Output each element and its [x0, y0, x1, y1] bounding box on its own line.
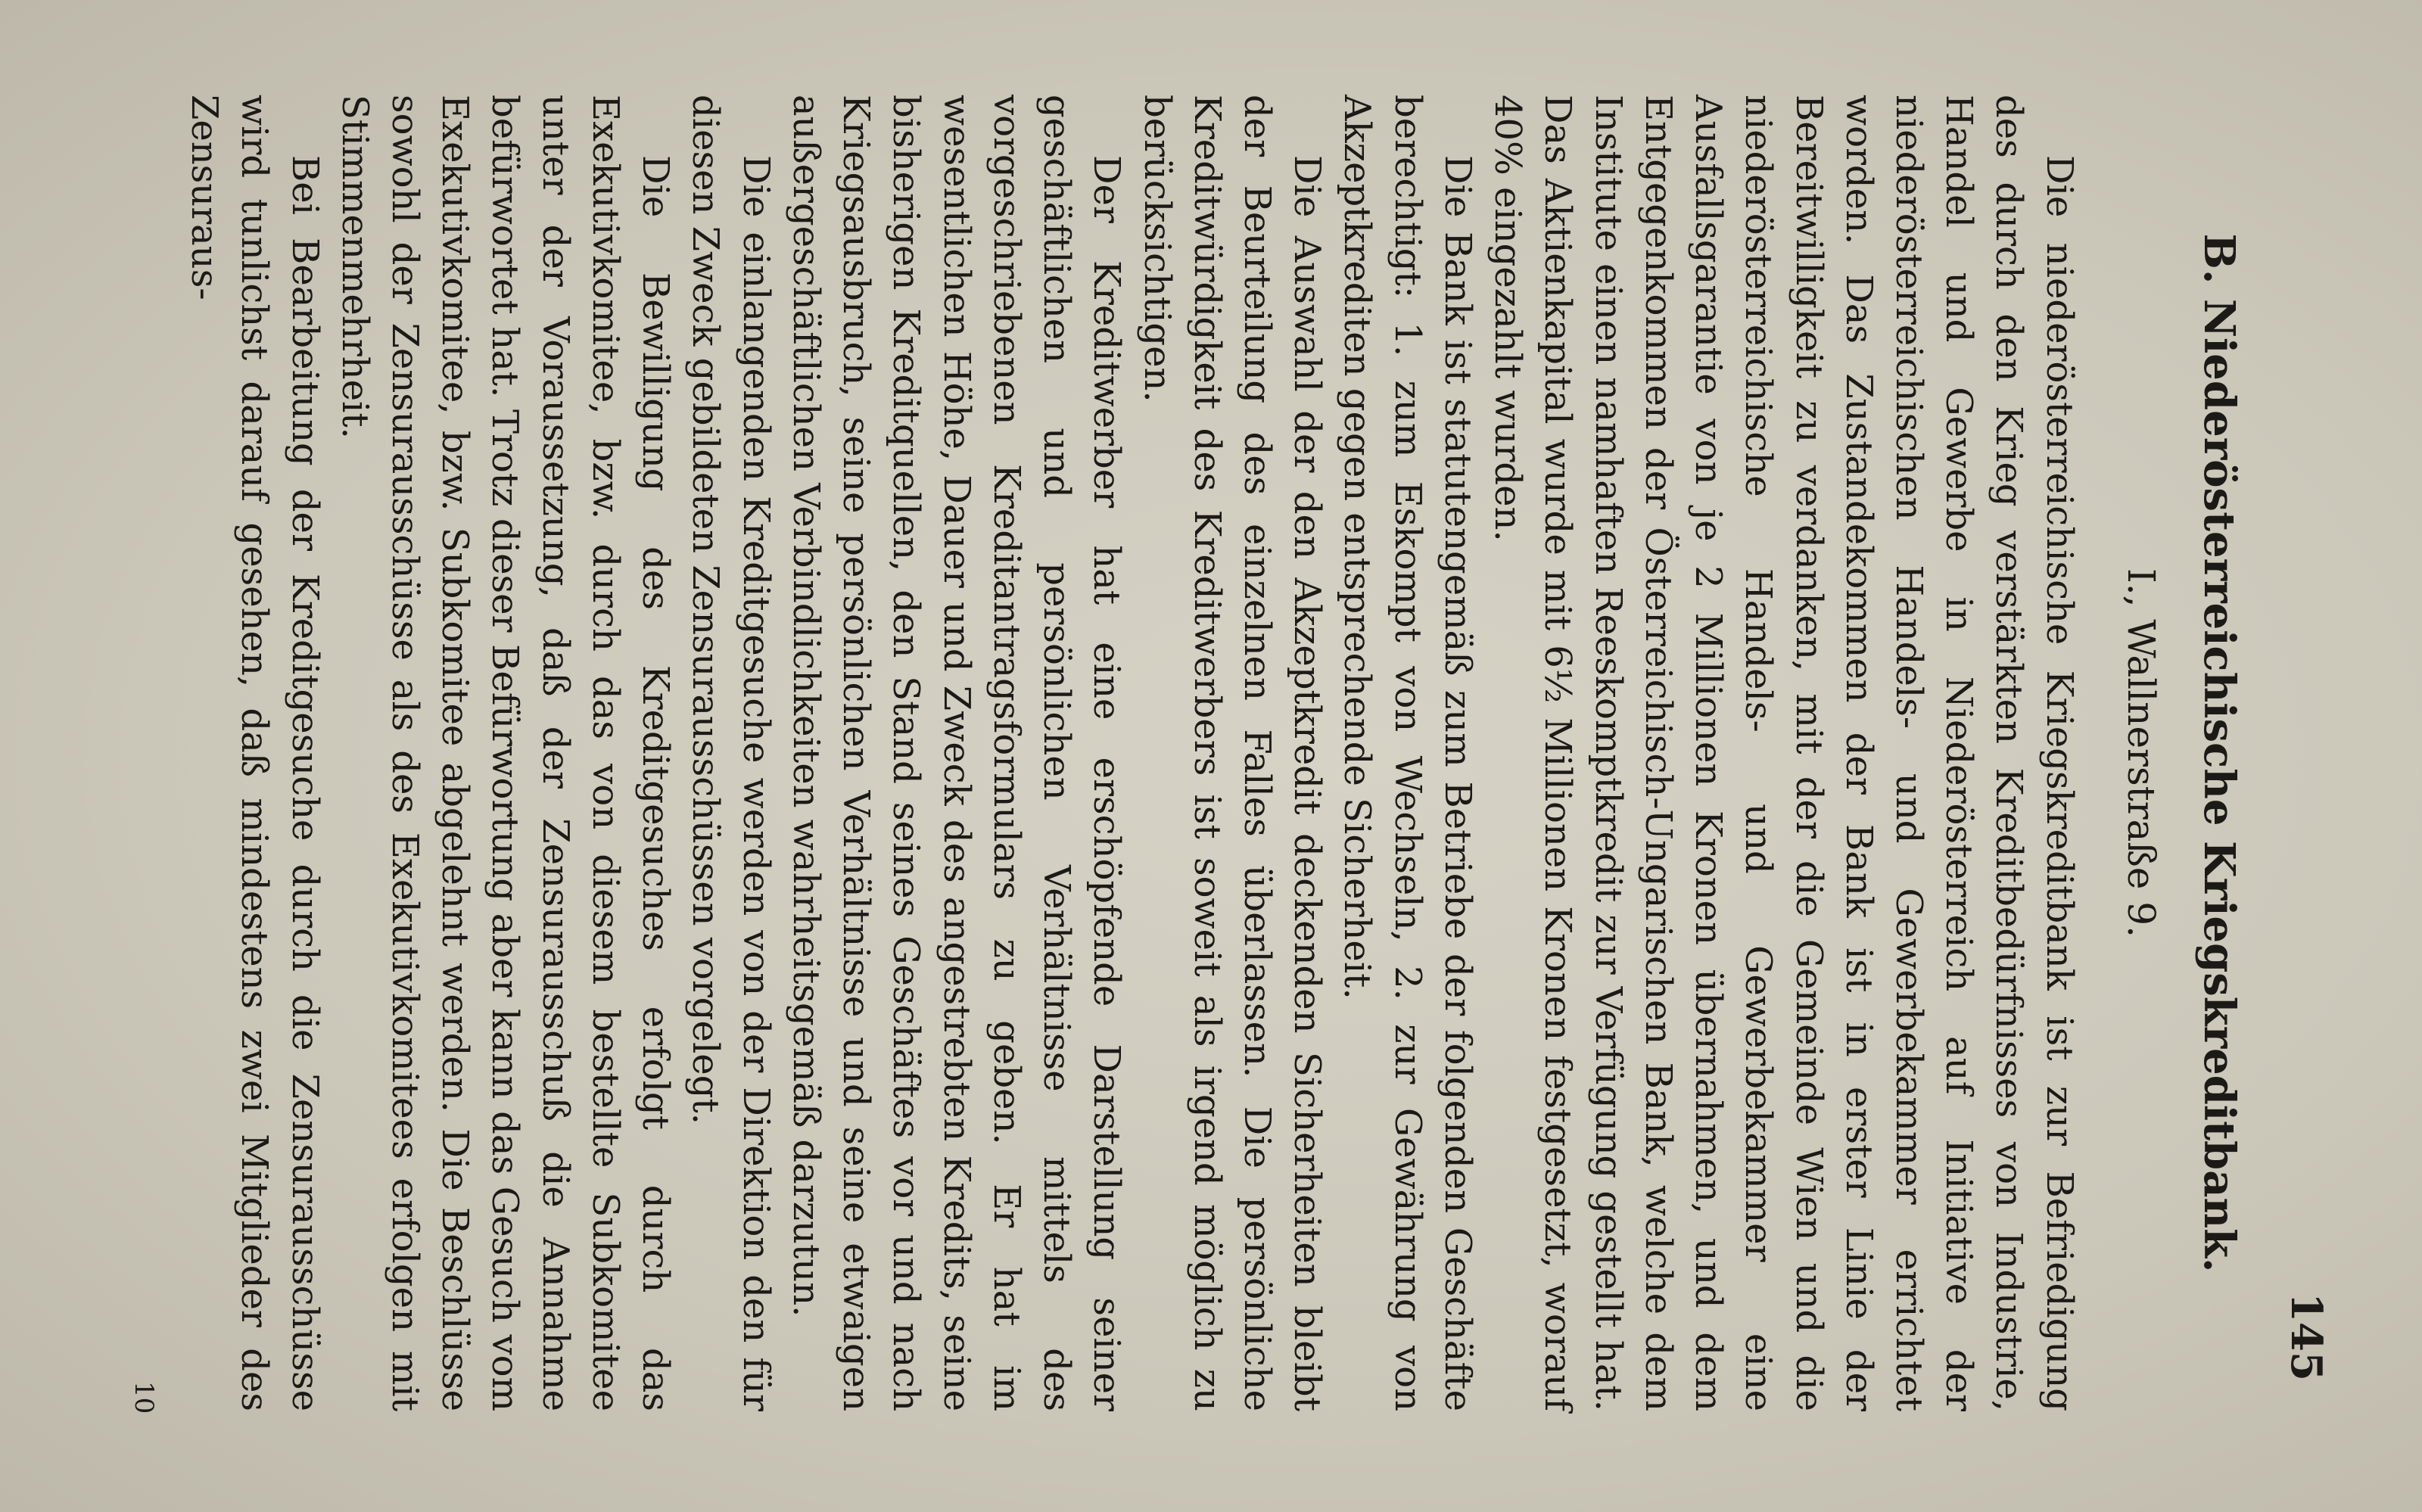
page-number: 145: [2281, 1293, 2331, 1381]
page-content: [179, 95, 2248, 1411]
paragraph: Bei Bearbeitung der Kreditgesuche durch die Zensurausschüsse wird tunlichst darauf gesehen, daß mindestens zwei Mitglieder des Zensuraus-: [183, 95, 326, 1411]
paragraph: Die niederösterreichische Kriegskreditbank ist zur Befriedigung des durch den Krieg verstärkten Kreditbedürfnisses von Industrie, Handel und Gewerbe in Niederösterreich auf Initiative der niederösterreichischen Handels- und Gewerbekammer errichtet worden. Das Zustandekommen der Bank ist in erster Linie der Bereitwilligkeit zu verdanken, mit der die Gemeinde Wien und die niederösterreichische Handels- und Gewerbekammer eine Ausfallsgarantie von je 2 Millionen Kronen übernahmen, und dem Entgegenkommen der Österreichisch-Ungarischen Bank, welche dem Institute einen namhaften Reeskomptkredit zur Verfügung gestellt hat. Das Aktienkapital wurde mit 6½ Millionen Kronen festgesetzt, worauf 40% eingezahlt wurden.: [1487, 95, 2081, 1411]
paragraph: Die Bewilligung des Kreditgesuches erfolgt durch das Exekutivkomitee, bzw. durch das von diesem bestellte Subkomitee unter der Voraussetzung, daß der Zensurausschuß die Annahme befürwortet hat. Trotz dieser Befürwortung aber kann das Gesuch vom Exekutivkomitee, bzw. Subkomitee abgelehnt werden. Die Beschlüsse sowohl der Zensurausschüsse als des Exekutivkomitees erfolgen mit Stimmenmehrheit.: [333, 95, 677, 1411]
rotated-text-block: [83, 64, 2339, 1449]
folio-signature: 10: [129, 1381, 159, 1414]
paragraph: Der Kreditwerber hat eine erschöpfende Darstellung seiner geschäftlichen und persönlichen Verhältnisse mittels des vorgeschriebenen Kreditantragsformulars zu geben. Er hat im wesentlichen Höhe, Dauer und Zweck des angestrebten Kredits, seine bisherigen Kreditquellen, den Stand seines Geschäftes vor und nach Kriegsausbruch, seine persönlichen Verhältnisse und seine etwaigen außergeschäftlichen Verbindlichkeiten wahrheitsgemäß darzutun.: [784, 95, 1129, 1411]
address-line: I., Wallnerstraße 9.: [2118, 568, 2163, 938]
paragraph: Die Auswahl der den Akzeptkredit deckenden Sicherheiten bleibt der Beurteilung des einzelnen Falles überlassen. Die persönliche Kreditwürdigkeit des Kreditwerbers ist soweit als irgend möglich zu berücksichtigen.: [1135, 95, 1329, 1411]
paragraph: Die Bank ist statutengemäß zum Betriebe der folgenden Geschäfte berechtigt: 1. zum Eskompt von Wechseln, 2. zur Gewährung von Akzeptkrediten gegen entsprechende Sicherheit.: [1336, 95, 1479, 1411]
section-heading: B. Niederösterreichische Kriegskreditbank.: [2194, 233, 2244, 1273]
paragraph: Die einlangenden Kreditgesuche werden von der Direktion den für diesen Zweck gebildeten Zensurausschüssen vorgelegt.: [684, 95, 777, 1411]
